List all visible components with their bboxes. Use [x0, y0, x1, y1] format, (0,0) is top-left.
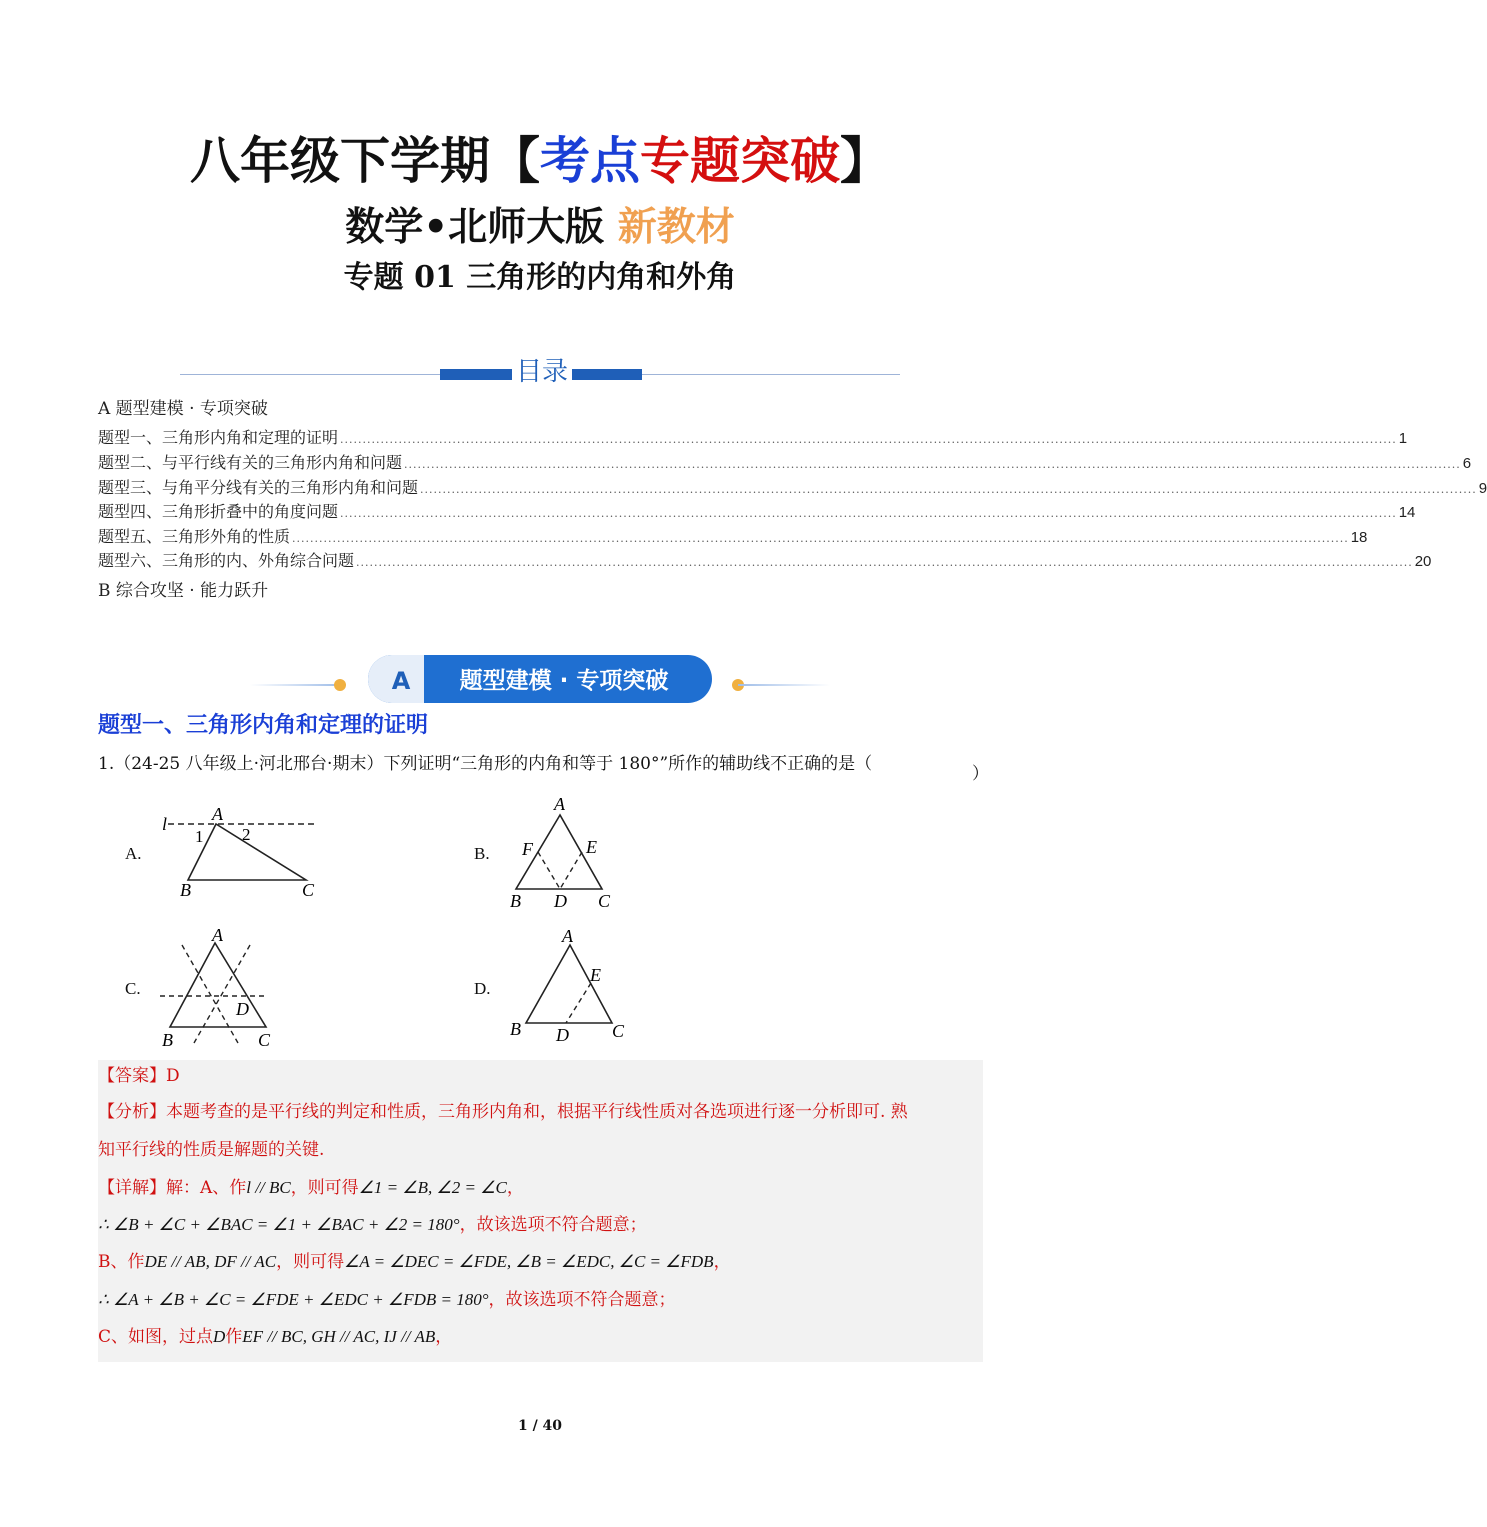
detail-line-5: C、如图，过点D作EF // BC, GH // AC, IJ // AB， — [98, 1327, 453, 1347]
svg-text:l: l — [162, 814, 168, 834]
svg-text:E: E — [586, 837, 597, 857]
toc-bar-right — [572, 369, 642, 380]
solution-box — [98, 1060, 983, 1362]
figure-option-a — [150, 800, 330, 905]
svg-text:B: B — [162, 1030, 173, 1050]
figure-c-triangle — [170, 943, 266, 1027]
answer-line: 【答案】D — [98, 1066, 180, 1086]
figure-option-d — [500, 925, 640, 1050]
title-highlight-red: 专题突破 — [640, 132, 840, 190]
svg-text:C: C — [302, 880, 315, 900]
toc-title: 目录 — [515, 357, 568, 387]
svg-text:D: D — [556, 1025, 569, 1045]
figure-option-c — [150, 925, 280, 1050]
detail-line-2: ∴ ∠B + ∠C + ∠BAC = ∠1 + ∠BAC + ∠2 = 180°，故该选项不符合题意； — [98, 1215, 647, 1235]
toc-section-b[interactable]: B 综合攻坚 · 能力跃升 — [98, 581, 269, 601]
toc-item[interactable]: 题型一、三角形内角和定理的证明 ........................................................................................................................................................................................................................................... 1 — [98, 428, 1408, 447]
detail-line-3: B、作DE // AB, DF // AC，则可得∠A = ∠DEC = ∠FDE, ∠B = ∠EDC, ∠C = ∠FDB， — [98, 1252, 731, 1272]
detail-line-1: 【详解】解：A、作l // BC，则可得∠1 = ∠B, ∠2 = ∠C， — [98, 1178, 524, 1198]
svg-text:C: C — [258, 1030, 271, 1050]
svg-text:D: D — [236, 999, 249, 1019]
toc-bar-left — [440, 369, 512, 380]
banner-dot-left — [334, 679, 346, 691]
svg-text:B: B — [510, 891, 521, 911]
svg-text:C: C — [612, 1021, 625, 1041]
svg-text:2: 2 — [242, 825, 251, 844]
document-subtitle: 数学•北师大版 新教材 — [345, 205, 735, 250]
toc-divider-left — [180, 374, 440, 375]
analysis-line-2: 知平行线的性质是解题的关键. — [98, 1140, 325, 1160]
section-heading: 题型一、三角形内角和定理的证明 — [98, 712, 429, 738]
analysis-line-1: 【分析】本题考查的是平行线的判定和性质，三角形内角和，根据平行线性质对各选项进行逐一分析即可. 熟 — [98, 1102, 908, 1122]
option-c-label[interactable]: C. — [125, 979, 141, 998]
banner-letter: A — [391, 667, 411, 695]
question-stem: 1.（24-25 八年级上·河北邢台·期末）下列证明“三角形的内角和等于 180°”所作的辅助线不正确的是（ — [98, 754, 873, 774]
figure-option-b — [500, 795, 630, 915]
section-banner — [250, 650, 830, 708]
document-title: 八年级下学期【考点专题突破】 — [190, 132, 890, 190]
svg-text:B: B — [510, 1019, 521, 1039]
toc-item[interactable]: 题型五、三角形外角的性质 ........................................................................................................................................................................................................................................... 18 — [98, 527, 1368, 546]
banner-line-left — [250, 684, 340, 686]
page-number: 1 / 40 — [517, 1418, 563, 1434]
toc-item[interactable]: 题型四、三角形折叠中的角度问题 ........................................................................................................................................................................................................................................... 14 — [98, 502, 1416, 521]
svg-text:C: C — [598, 891, 611, 911]
svg-text:A: A — [562, 926, 573, 946]
subtitle-accent: 新教材 — [617, 205, 735, 250]
option-a-label[interactable]: A. — [125, 844, 142, 863]
svg-text:B: B — [180, 880, 191, 900]
toc-item[interactable]: 题型六、三角形的内、外角综合问题 ........................................................................................................................................................................................................................................... 20 — [98, 551, 1432, 570]
svg-text:F: F — [522, 839, 533, 859]
svg-text:A: A — [554, 794, 565, 814]
svg-text:1: 1 — [195, 827, 204, 846]
option-b-label[interactable]: B. — [474, 844, 490, 863]
detail-line-4: ∴ ∠A + ∠B + ∠C = ∠FDE + ∠EDC + ∠FDB = 180°，故该选项不符合题意； — [98, 1290, 676, 1310]
toc-heading — [180, 352, 900, 392]
toc-item[interactable]: 题型二、与平行线有关的三角形内角和问题 ........................................................................................................................................................................................................................................... 6 — [98, 453, 1472, 472]
banner-line-right — [738, 684, 830, 686]
option-d-label[interactable]: D. — [474, 979, 491, 998]
question-paren-close: ） — [972, 764, 989, 784]
title-highlight-blue: 考点 — [540, 132, 640, 190]
svg-text:A: A — [212, 925, 223, 945]
toc-section-a[interactable]: A 题型建模 · 专项突破 — [98, 399, 268, 419]
svg-text:D: D — [554, 891, 567, 911]
svg-text:E: E — [590, 965, 601, 985]
toc-divider-right — [642, 374, 900, 375]
toc-item[interactable]: 题型三、与角平分线有关的三角形内角和问题 ........................................................................................................................................................................................................................................... 9 — [98, 478, 1487, 497]
topic-title: 专题 01 三角形的内角和外角 — [343, 260, 737, 295]
banner-text: 题型建模 · 专项突破 — [459, 668, 669, 694]
svg-text:A: A — [212, 804, 223, 824]
